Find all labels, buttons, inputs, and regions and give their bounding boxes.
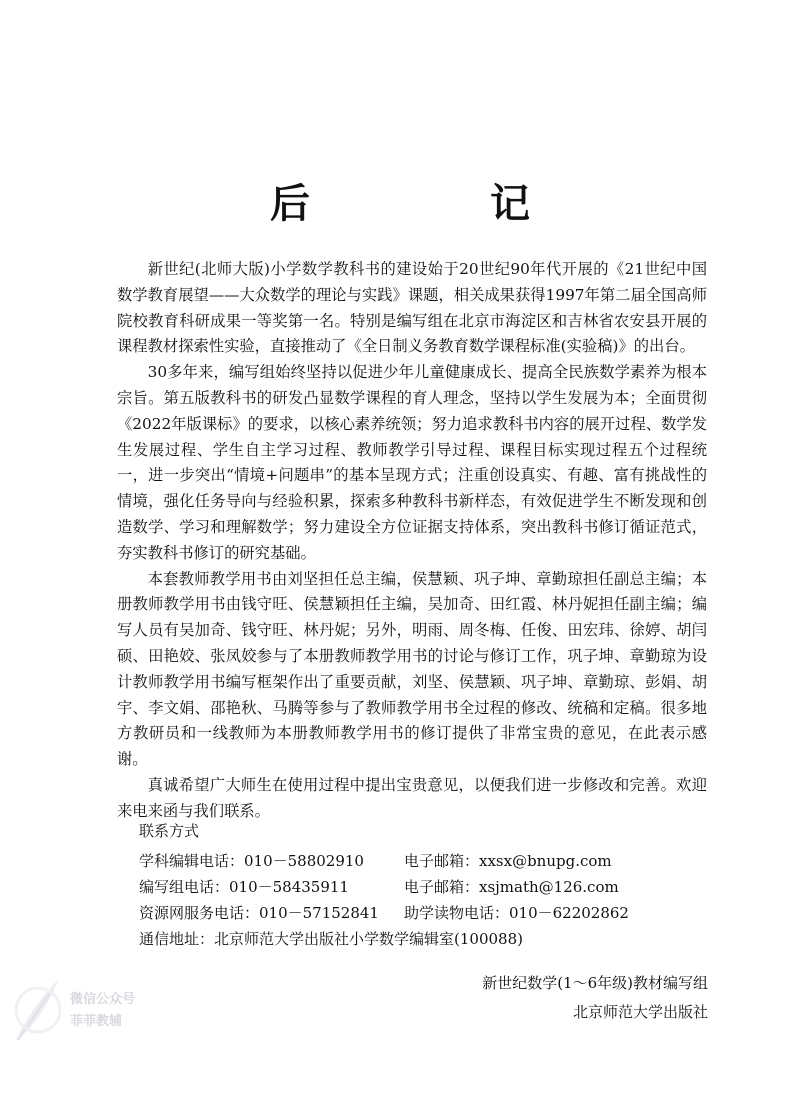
paragraph: 新世纪(北师大版)小学数学教科书的建设始于20世纪90年代开展的《21世纪中国数学教育展望——大众数学的理论与实践》课题，相关成果获得1997年第二届全国高师院校教育科研成果一等奖第一名。特别是编写组在北京市海淀区和吉林省农安县开展的课程教材探索性实验，直接推动了《全日制义务教育数学课程标准(实验稿)》的出台。 (117, 260, 707, 356)
afterword-body (117, 257, 707, 825)
mailing-address: 通信地址：北京师范大学出版社小学数学编辑室(100088) (139, 930, 523, 948)
contact-row (139, 902, 719, 924)
resource-service-phone: 资源网服务电话：010－57152841 (139, 904, 379, 922)
contact-row (139, 850, 719, 872)
study-material-phone: 助学读物电话：010－62202862 (404, 904, 629, 922)
paragraph: 真诚希望广大师生在使用过程中提出宝贵意见，以便我们进一步修改和完善。欢迎来电来函与我们联系。 (117, 775, 707, 820)
watermark-line: 菲菲教辅 (70, 1014, 123, 1029)
subject-editor-phone: 学科编辑电话：010－58802910 (139, 852, 364, 870)
watermark (8, 970, 136, 1050)
contact-heading: 联系方式 (139, 822, 200, 840)
email-1: 电子邮箱：xxsx@bnupg.com (404, 852, 612, 870)
email-2: 电子邮箱：xsjmath@126.com (404, 878, 619, 896)
paragraph: 30多年来，编写组始终坚持以促进少年儿童健康成长、提高全民族数学素养为根本宗旨。第五版教科书的研发凸显数学课程的育人理念，坚持以学生发展为本；全面贯彻《2022年版课标》的要求，以核心素养统领；努力追求教科书内容的展开过程、数学发生发展过程、学生自主学习过程、教师教学引导过程、课程目标实现过程五个过程统一，进一步突出“情境+问题串”的基本呈现方式；注重创设真实、有趣、富有挑战性的情境，强化任务导向与经验积累，探索多种教科书新样态，有效促进学生不断发现和创造数学、学习和理解数学；努力建设全方位证据支持体系，突出教科书修订循证范式，夯实教科书修订的研究基础。 (117, 363, 707, 562)
signature-publisher: 北京师范大学出版社 (572, 1003, 708, 1021)
paragraph: 本套教师教学用书由刘坚担任总主编，侯慧颖、巩子坤、章勤琼担任副总主编；本册教师教学用书由钱守旺、侯慧颖担任主编，吴加奇、田红霞、林丹妮担任副主编；编写人员有吴加奇、钱守旺、林丹妮；另外，明雨、周冬梅、任俊、田宏玮、徐婷、胡闫硕、田艳姣、张凤姣参与了本册教师教学用书的讨论与修订工作，巩子坤、章勤琼为设计教师教学用书编写框架作出了重要贡献，刘坚、侯慧颖、巩子坤、章勤琼、彭娟、胡宇、李文娟、邵艳秋、马腾等参与了教师教学用书全过程的修改、统稿和定稿。很多地方教研员和一线教师为本册教师教学用书的修订提供了非常宝贵的意见，在此表示感谢。 (117, 569, 707, 769)
editorial-group-phone: 编写组电话：010－58435911 (139, 878, 349, 896)
signature-group: 新世纪数学(1～6年级)教材编写组 (482, 974, 708, 992)
contact-row (139, 876, 719, 898)
page-title: 后 记 (270, 181, 600, 227)
watermark-line: 微信公众号 (70, 992, 136, 1007)
feather-icon (8, 970, 68, 1050)
